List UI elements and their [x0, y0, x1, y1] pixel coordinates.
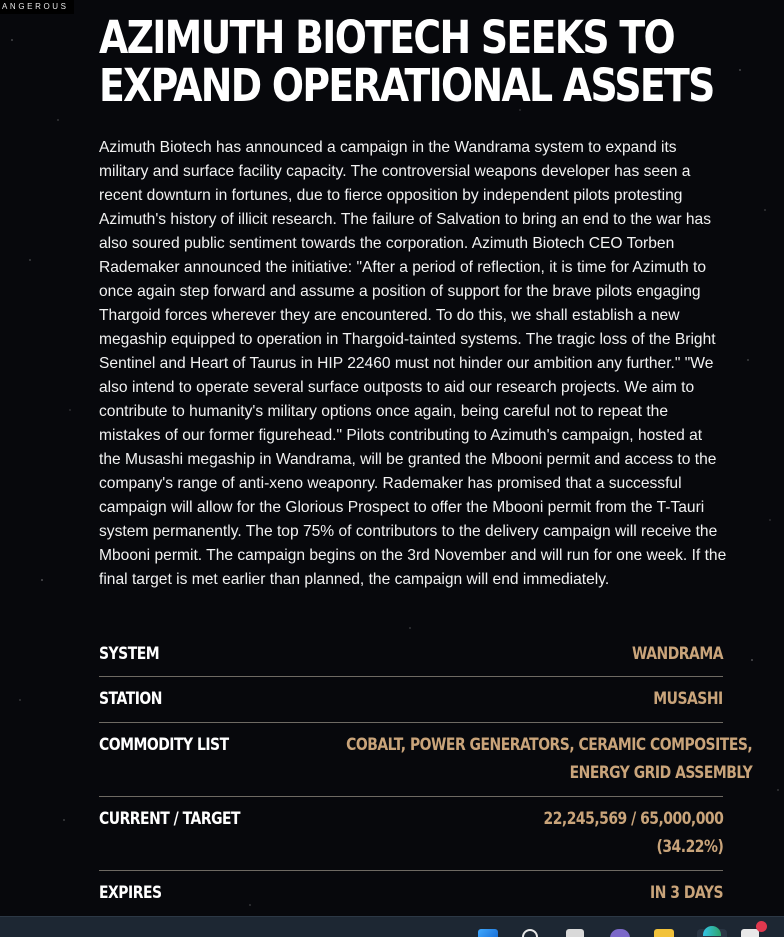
search-icon[interactable]	[522, 929, 538, 937]
commodity-value	[346, 731, 752, 787]
current-target-value	[543, 805, 723, 861]
article-headline	[99, 11, 714, 112]
site-brand-fragment: ANGEROUS	[0, 0, 74, 14]
headline-line-1: AZIMUTH BIOTECH SEEKS TO	[99, 11, 674, 64]
station-label: STATION	[99, 689, 162, 709]
commodity-value-line-2: ENERGY GRID ASSEMBLY	[569, 763, 753, 783]
article-body: Azimuth Biotech has announced a campaign in the Wandrama system to expand its military and surface facility capacity. The controversial weapons developer has seen a recent downturn in fortunes, due to fierce opposition by independent pilots protesting Azimuth's history of illicit research. The failure of Salvation to bring an end to the war has also soured public sentiment towards the corporation. Azimuth Biotech CEO Torben Rademaker announced the initiative: "After a period of reflection, it is time for Azimuth to once again step forward and assume a position of support for the brave pilots engaging Thargoid forces wherever they are encountered. To do this, we shall establish a new megaship equipped to operation in Thargoid-tainted systems. The tragic loss of the Bright Sentinel and Heart of Taurus in HIP 22460 must not hinder our ambition any further." "We also intend to operate several surface outposts to aid our research projects. We aim to contribute to humanity's military options once again, being careful not to repeat the mistakes of our former figurehead." Pilots contributing to Azimuth's campaign, hosted at the Musashi megaship in Wandrama, will be granted the Mbooni permit and access to the company's range of anti-xeno weaponry. Rademaker has promised that a successful campaign will allow for the Glorious Prospect to offer the Mbooni permit from the T-Tauri system permanently. The top 75% of contributors to the delivery campaign will receive the Mbooni permit. The campaign begins on the 3rd November and will run for one week. If the final target is met earlier than planned, the campaign will end immediately.	[99, 139, 727, 588]
expires-value: IN 3 DAYS	[650, 883, 723, 903]
store-badge-icon	[756, 921, 767, 932]
commodity-label: COMMODITY LIST	[99, 735, 229, 755]
station-value: MUSASHI	[653, 689, 723, 709]
system-value: WANDRAMA	[631, 644, 723, 664]
details-row-current-target	[99, 797, 723, 871]
current-target-percent: (34.22%)	[656, 837, 723, 857]
details-row-system	[99, 632, 723, 677]
headline-line-2: EXPAND OPERATIONAL ASSETS	[99, 59, 714, 112]
file-explorer-icon[interactable]	[654, 929, 674, 937]
chat-icon[interactable]	[610, 929, 630, 937]
details-row-station	[99, 677, 723, 723]
details-row-commodity	[99, 723, 753, 797]
current-target-value-line-1: 22,245,569 / 65,000,000	[543, 809, 723, 829]
task-view-icon[interactable]	[566, 929, 584, 937]
current-target-label: CURRENT / TARGET	[99, 809, 241, 829]
details-row-expires	[99, 871, 723, 915]
store-icon[interactable]	[741, 929, 759, 937]
windows-taskbar	[0, 916, 784, 937]
campaign-details-table	[99, 632, 753, 915]
commodity-value-line-1: COBALT, POWER GENERATORS, CERAMIC COMPOSITES,	[346, 735, 753, 755]
expires-label: EXPIRES	[99, 883, 162, 903]
windows-start-icon[interactable]	[478, 929, 498, 937]
system-label: SYSTEM	[99, 644, 160, 664]
